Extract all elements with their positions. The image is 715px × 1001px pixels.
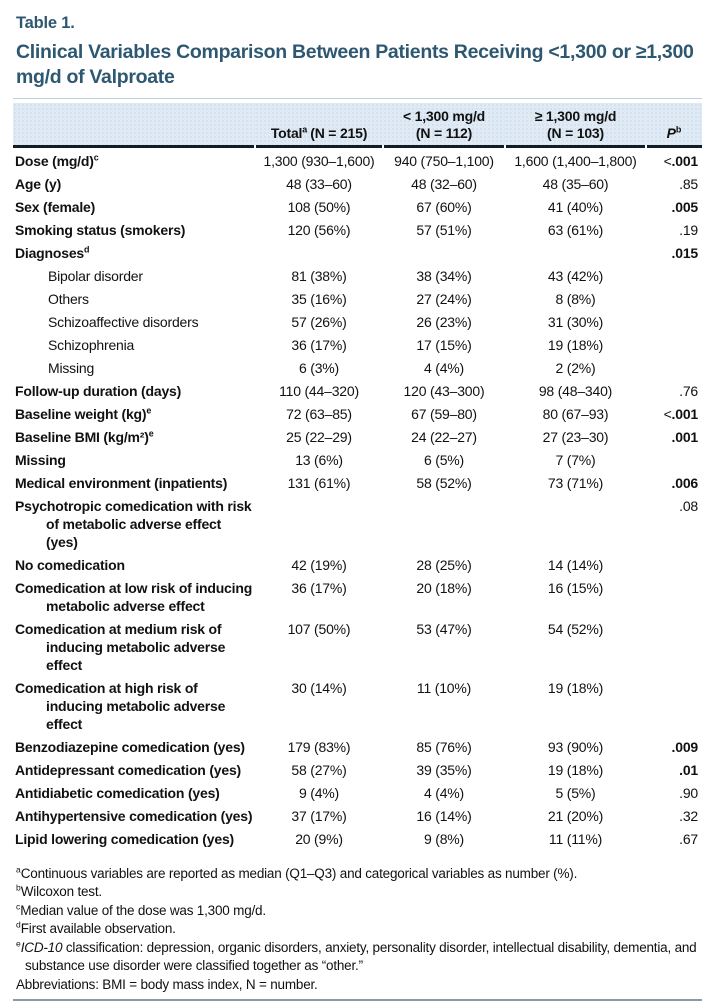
table-label: Table 1. [16, 14, 75, 32]
row-label: Comedication at high risk of inducing metabolic adverse effect [15, 680, 226, 732]
row-label: Bipolar disorder [48, 268, 143, 284]
low-dose-value: 38 (34%) [416, 268, 472, 284]
total-value: 179 (83%) [287, 739, 351, 755]
total-value: 72 (63–85) [286, 406, 352, 422]
total-value: 1,300 (930–1,600) [263, 153, 375, 169]
table-row [13, 677, 702, 736]
row-label: Benzodiazepine comedication (yes) [15, 739, 245, 755]
p-value: .006 [671, 475, 698, 491]
low-dose-value: 27 (24%) [416, 291, 472, 307]
row-label: Baseline BMI $(kg/m^2)^e$ [15, 428, 154, 445]
total-value: 42 (19%) [291, 557, 347, 573]
footnote: $^d$First available observation. [16, 919, 176, 936]
p-value [646, 288, 702, 311]
high-dose-value: 1,600 (1,400–1,800) [514, 153, 637, 169]
p-value [646, 618, 702, 677]
p-value [646, 449, 702, 472]
total-value: 30 (14%) [291, 680, 347, 696]
high-dose-value: 14 (14%) [547, 557, 604, 573]
p-value [646, 265, 702, 288]
clinical-variables-table [13, 103, 702, 851]
row-label: Diagnoses$^d$ [15, 244, 90, 261]
high-dose-value: 41 (40%) [547, 199, 604, 215]
low-dose-value: 67 (60%) [416, 199, 472, 215]
table-row [13, 147, 702, 173]
high-dose-value: 31 (30%) [547, 314, 604, 330]
high-dose-value: 5 (5%) [555, 785, 596, 801]
high-dose-value: 7 (7%) [555, 452, 596, 468]
p-value: .76 [679, 383, 698, 399]
row-label: Sex (female) [15, 199, 96, 215]
table-row [13, 554, 702, 577]
row-label: Lipid lowering comedication (yes) [15, 831, 234, 847]
table-row [13, 288, 702, 311]
footnote: $^e$ICD-10 classification: depression, organic disorders, anxiety, personality disorder, intellectual disability, dementia, and substance use disorder were classified together as “other.” [16, 938, 697, 973]
row-label: Antihypertensive comedication (yes) [15, 808, 253, 824]
table-row [13, 782, 702, 805]
low-dose-value: 53 (47%) [416, 621, 472, 637]
high-dose-value: 21 (20%) [547, 808, 604, 824]
table-row [13, 334, 702, 357]
row-label: Comedication at medium risk of inducing metabolic adverse effect [15, 621, 226, 673]
high-dose-value: 93 (90%) [547, 739, 604, 755]
table-row [13, 495, 702, 554]
table-row [13, 196, 702, 219]
row-label: Follow-up duration (days) [15, 383, 182, 399]
total-value: 6 (3%) [298, 360, 340, 376]
total-value: 37 (17%) [291, 808, 347, 824]
table-row [13, 403, 702, 426]
row-label: Medical environment (inpatients) [15, 475, 228, 491]
table-row [13, 265, 702, 288]
p-value [646, 357, 702, 380]
table-row [13, 472, 702, 495]
table-row [13, 805, 702, 828]
low-dose-value: 120 (43–300) [403, 383, 485, 399]
column-header-variable [13, 103, 255, 147]
low-dose-value: 16 (14%) [416, 808, 472, 824]
low-dose-header-line2: (N = 112) [415, 124, 473, 141]
total-value: 25 (22–29) [286, 429, 352, 445]
total-value [255, 242, 383, 265]
low-dose-value: 24 (22–27) [411, 429, 477, 445]
table-row [13, 219, 702, 242]
table-row [13, 736, 702, 759]
high-dose-value [505, 242, 646, 265]
table-title: Clinical Variables Comparison Between Patients Receiving <1,300 or ≥1,300 mg/d of Valproate [16, 41, 694, 88]
low-dose-value: 4 (4%) [423, 785, 465, 801]
high-dose-value: 19 (18%) [547, 337, 604, 353]
row-label: Age (y) [15, 176, 62, 192]
p-value: <.001 [663, 153, 698, 169]
title-divider [13, 98, 702, 99]
total-value: 48 (33–60) [286, 176, 352, 192]
total-value: 131 (61%) [287, 475, 351, 491]
low-dose-value [383, 242, 505, 265]
high-dose-value: 98 (48–340) [538, 383, 613, 399]
total-value: 13 (6%) [295, 452, 343, 468]
high-dose-value: 19 (18%) [547, 762, 604, 778]
low-dose-value: 67 (59–80) [411, 406, 477, 422]
row-label: Schizophrenia [48, 337, 135, 353]
low-dose-value: 39 (35%) [416, 762, 472, 778]
table-row [13, 618, 702, 677]
low-dose-value: 58 (52%) [416, 475, 472, 491]
p-header-label: $P^b$ [666, 123, 682, 141]
table-row [13, 577, 702, 618]
low-dose-value: 11 (10%) [416, 680, 472, 696]
p-value: .19 [679, 222, 698, 238]
low-dose-value: 4 (4%) [423, 360, 465, 376]
total-value: 36 (17%) [291, 337, 347, 353]
column-header-total [255, 103, 383, 147]
table-row [13, 357, 702, 380]
low-dose-value: 940 (750–1,100) [394, 153, 494, 169]
p-value: .85 [679, 176, 698, 192]
low-dose-value: 17 (15%) [416, 337, 472, 353]
total-value: 58 (27%) [291, 762, 347, 778]
total-value: 57 (26%) [291, 314, 347, 330]
row-label: Schizoaffective disorders [48, 314, 199, 330]
p-value [646, 677, 702, 736]
low-dose-header-line1: < 1,300 mg/d [402, 108, 486, 124]
total-value [255, 495, 383, 554]
column-header-low-dose [383, 103, 505, 147]
high-dose-value: 48 (35–60) [542, 176, 609, 192]
column-header-p-value [646, 103, 702, 147]
total-value: 35 (16%) [291, 291, 347, 307]
high-dose-value: 8 (8%) [555, 291, 596, 307]
table-row [13, 380, 702, 403]
row-label: Others [48, 291, 89, 307]
high-dose-value [505, 495, 646, 554]
p-value [646, 577, 702, 618]
high-dose-value: 63 (61%) [547, 222, 604, 238]
row-label: Missing [48, 360, 95, 376]
high-dose-value: 19 (18%) [547, 680, 604, 696]
row-label: Antidepressant comedication (yes) [15, 762, 242, 778]
low-dose-value: 48 (32–60) [411, 176, 477, 192]
low-dose-value: 20 (18%) [416, 580, 472, 596]
total-value: 36 (17%) [291, 580, 347, 596]
low-dose-value: 6 (5%) [423, 452, 465, 468]
high-dose-value: 54 (52%) [547, 621, 604, 637]
high-dose-value: 73 (71%) [547, 475, 604, 491]
high-dose-header-line2: (N = 103) [547, 124, 604, 141]
high-dose-value: 2 (2%) [555, 360, 596, 376]
row-label: No comedication [15, 557, 125, 573]
total-value: 110 (44–320) [279, 383, 359, 399]
high-dose-value: 43 (42%) [547, 268, 604, 284]
table-row [13, 242, 702, 265]
row-label: Smoking status (smokers) [15, 222, 186, 238]
table-row [13, 173, 702, 196]
p-value: .90 [679, 785, 698, 801]
total-value: 107 (50%) [287, 621, 351, 637]
p-value: <.001 [663, 406, 698, 422]
footnote: Abbreviations: BMI = body mass index, N = number. [16, 976, 318, 992]
column-header-high-dose [505, 103, 646, 147]
row-label: Missing [15, 452, 66, 468]
table-row [13, 828, 702, 851]
p-value [646, 334, 702, 357]
p-value: .67 [679, 831, 698, 847]
table-row [13, 426, 702, 449]
total-value: 120 (56%) [287, 222, 351, 238]
low-dose-value: 57 (51%) [416, 222, 472, 238]
footnote: $^a$Continuous variables are reported as median (Q1–Q3) and categorical variables as number (%). [16, 864, 578, 881]
footnote: $^b$Wilcoxon test. [16, 882, 102, 899]
p-value [646, 311, 702, 334]
p-value: .01 [679, 762, 698, 778]
p-value [646, 554, 702, 577]
low-dose-value [383, 495, 505, 554]
total-value: 81 (38%) [291, 268, 347, 284]
high-dose-value: 27 (23–30) [542, 429, 609, 445]
row-label: Psychotropic comedication with risk of metabolic adverse effect (yes) [15, 498, 252, 550]
high-dose-value: 80 (67–93) [542, 406, 609, 422]
table-row [13, 449, 702, 472]
low-dose-value: 26 (23%) [416, 314, 472, 330]
table-row [13, 311, 702, 334]
high-dose-value: 16 (15%) [547, 580, 604, 596]
high-dose-header-line1: ≥ 1,300 mg/d [534, 108, 617, 124]
low-dose-value: 28 (25%) [416, 557, 472, 573]
footnote: $^c$Median value of the dose was 1,300 mg/d. [16, 901, 266, 918]
footnotes-section [13, 865, 702, 995]
low-dose-value: 85 (76%) [416, 739, 472, 755]
row-label: Dose $(mg/d)^c$ [15, 152, 99, 169]
p-value: .001 [671, 429, 698, 445]
total-value: 9 (4%) [298, 785, 340, 801]
low-dose-value: 9 (8%) [423, 831, 465, 847]
total-value: 20 (9%) [295, 831, 343, 847]
row-label: Comedication at low risk of inducing metabolic adverse effect [15, 580, 253, 614]
p-value: .32 [679, 808, 698, 824]
row-label: Antidiabetic comedication (yes) [15, 785, 220, 801]
high-dose-value: 11 (11%) [548, 831, 603, 847]
table-row [13, 759, 702, 782]
p-value: .009 [671, 739, 698, 755]
total-header-label: Total$^a$ (N = 215) [270, 123, 368, 141]
row-label: Baseline weight (kg)$^e$ [15, 405, 152, 422]
p-value: .005 [671, 199, 698, 215]
p-value: .015 [671, 245, 698, 261]
column-header-row [13, 103, 702, 147]
total-value: 108 (50%) [287, 199, 351, 215]
p-value: .08 [679, 498, 698, 514]
